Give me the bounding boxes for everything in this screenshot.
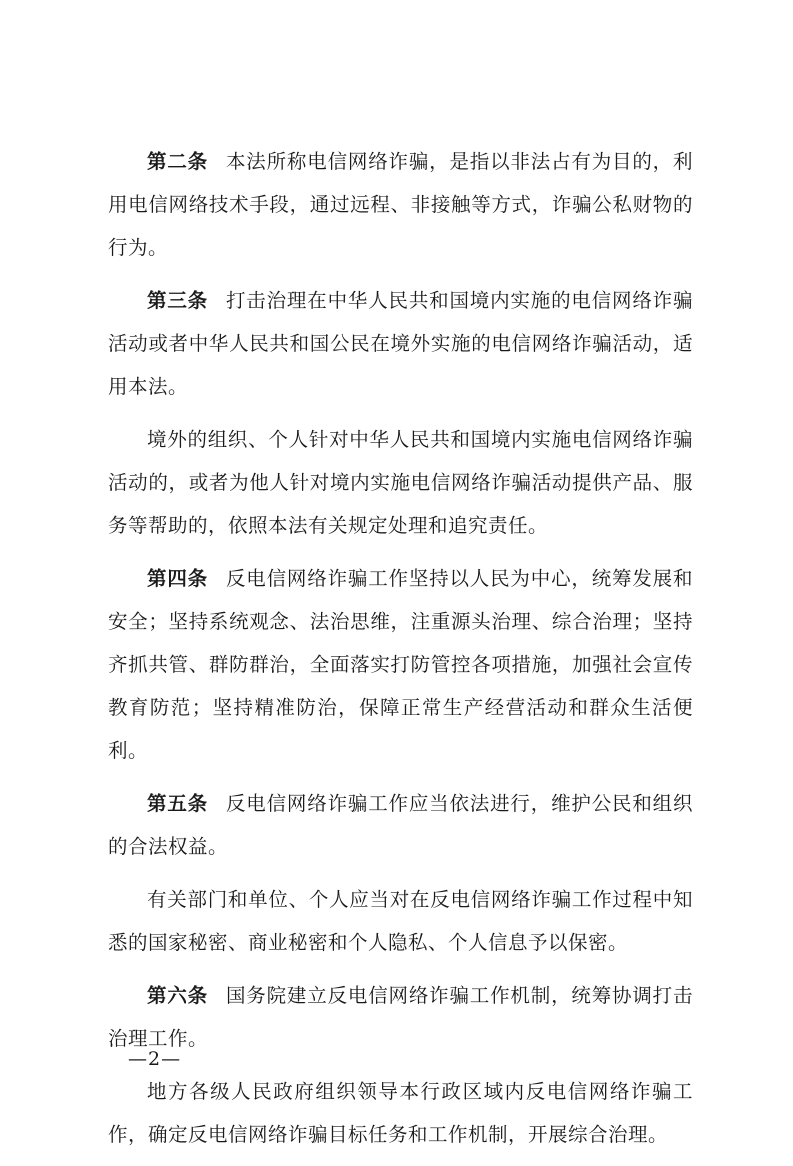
paragraph-text: 反电信网络诈骗工作应当依法进行，维护公民和组织的合法权益。: [108, 792, 693, 858]
paragraph-text: 地方各级人民政府组织领导本行政区域内反电信网络诈骗工作，确定反电信网络诈骗目标任务和工作机制，开展综合治理。: [108, 1080, 693, 1146]
paragraph-article-4: [108, 557, 693, 772]
paragraph-article-5-clause-2: [108, 878, 693, 964]
paragraph-article-3: [108, 279, 693, 408]
article-number: 第二条: [147, 150, 208, 173]
article-number: 第六条: [147, 984, 208, 1007]
page-number: —2—: [128, 1048, 182, 1070]
paragraph-text: 打击治理在中华人民共和国境内实施的电信网络诈骗活动或者中华人民共和国公民在境外实施的电信网络诈骗活动，适用本法。: [108, 289, 693, 398]
paragraph-text: 有关部门和单位、个人应当对在反电信网络诈骗工作过程中知悉的国家秘密、商业秘密和个人隐私、个人信息予以保密。: [108, 888, 693, 954]
paragraph-text: 本法所称电信网络诈骗，是指以非法占有为目的，利用电信网络技术手段，通过远程、非接触等方式，诈骗公私财物的行为。: [108, 150, 693, 259]
document-body: [108, 140, 693, 1166]
article-number: 第四条: [147, 567, 208, 590]
paragraph-text: 境外的组织、个人针对中华人民共和国境内实施电信网络诈骗活动的，或者为他人针对境内实施电信网络诈骗活动提供产品、服务等帮助的，依照本法有关规定处理和追究责任。: [108, 428, 693, 537]
paragraph-article-6: [108, 974, 693, 1060]
paragraph-article-6-clause-2: [108, 1070, 693, 1156]
article-number: 第五条: [147, 792, 208, 815]
paragraph-text: 国务院建立反电信网络诈骗工作机制，统筹协调打击治理工作。: [108, 984, 693, 1050]
paragraph-article-3-clause-2: [108, 418, 693, 547]
paragraph-article-2: [108, 140, 693, 269]
paragraph-article-5: [108, 782, 693, 868]
paragraph-text: 反电信网络诈骗工作坚持以人民为中心，统筹发展和安全；坚持系统观念、法治思维，注重源头治理、综合治理；坚持齐抓共管、群防群治，全面落实打防管控各项措施，加强社会宣传教育防范；坚持精准防治，保障正常生产经营活动和群众生活便利。: [108, 567, 693, 762]
article-number: 第三条: [147, 289, 208, 312]
